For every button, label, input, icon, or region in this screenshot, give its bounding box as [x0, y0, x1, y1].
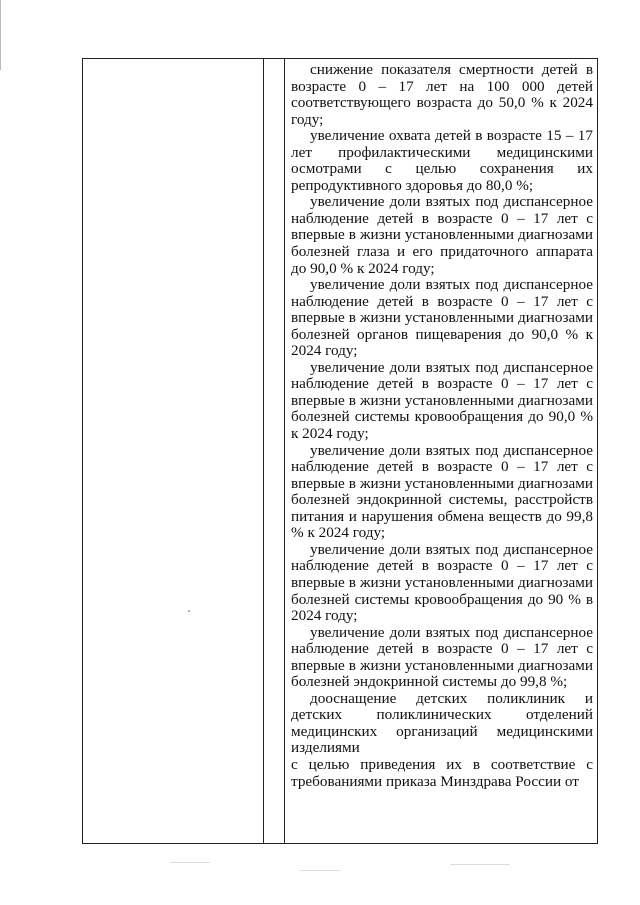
paragraph: увеличение доли взятых под диспансерное наблюдение детей в возрасте 0 – 17 лет с впервые в жизни установленными диагнозами болезней эндокринной системы, расстройств питания и нарушения обмена веществ до 99,8 % к 2024 году; — [291, 441, 593, 542]
paragraph: увеличение доли взятых под диспансерное наблюдение детей в возрасте 0 – 17 лет с впервые в жизни установленными диагнозами болезней эндокринной системы до 99,8 %; — [291, 623, 593, 691]
paragraph: увеличение охвата детей в возрасте 15 – 17 лет профилактическими медицинскими осмотрами с целью сохранения их репродуктивного здоровья до 80,0 %; — [291, 127, 593, 194]
document-table — [82, 58, 598, 844]
paragraph: увеличение доли взятых под диспансерное наблюдение детей в возрасте 0 – 17 лет с впервые в жизни установленными диагнозами болезней системы кровообращения до 90,0 % к 2024 году; — [291, 358, 593, 443]
table-column-divider — [284, 59, 285, 843]
paragraph: увеличение доли взятых под диспансерное наблюдение детей в возрасте 0 – 17 лет с впервые в жизни установленными диагнозами болезней органов пищеварения до 90,0 % к 2024 году; — [291, 276, 593, 360]
paragraph: с целью приведения их в соответствие с требованиями приказа Минздрава России от — [291, 755, 593, 790]
paragraph: увеличение доли взятых под диспансерное наблюдение детей в возрасте 0 – 17 лет с впервые в жизни установленными диагнозами болезней системы кровообращения до 90 % в 2024 году; — [291, 540, 593, 625]
paragraph: увеличение доли взятых под диспансерное наблюдение детей в возрасте 0 – 17 лет с впервые в жизни установленными диагнозами болезней глаза и его придаточного аппарата до 90,0 % к 2024 году; — [291, 193, 593, 277]
scan-artifact — [0, 0, 1, 70]
scan-artifact — [300, 870, 340, 871]
paragraph: дооснащение детских поликлиник и детских поликлинических отделений медицинских организаций медицинскими изделиями — [291, 689, 593, 757]
paragraph: снижение показателя смертности детей в возрасте 0 – 17 лет на 100 000 детей соответствующего возраста до 50,0 % к 2024 году; — [291, 61, 593, 128]
table-cell-text — [291, 62, 593, 790]
scan-artifact — [170, 862, 210, 863]
scan-artifact — [450, 864, 510, 865]
table-column-divider — [263, 59, 264, 843]
